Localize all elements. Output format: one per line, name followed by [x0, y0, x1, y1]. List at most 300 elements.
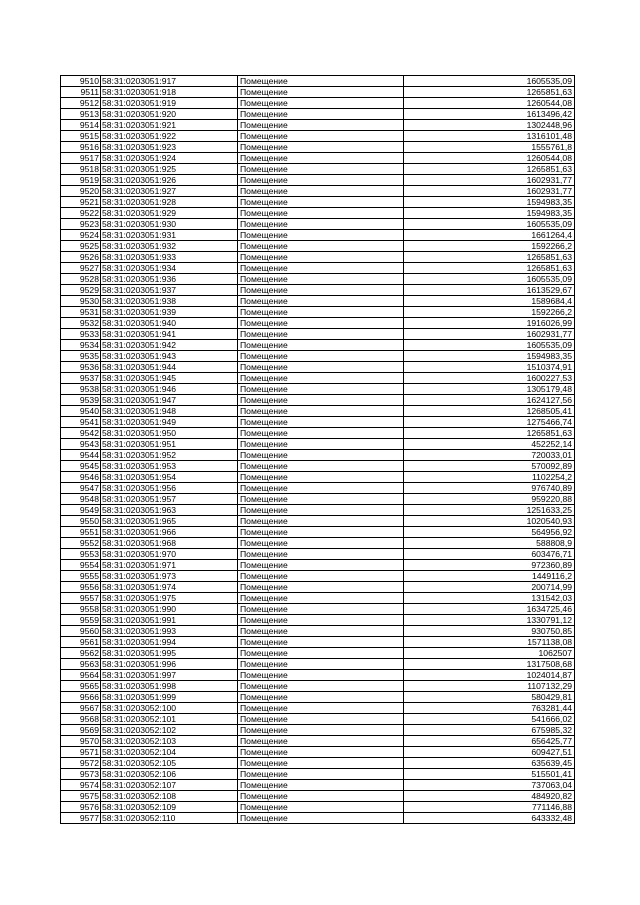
object-type-cell: Помещение [238, 153, 404, 164]
object-type-cell: Помещение [238, 450, 404, 461]
row-number-cell: 9522 [61, 208, 101, 219]
object-type-cell: Помещение [238, 395, 404, 406]
object-type-cell: Помещение [238, 648, 404, 659]
cadastral-value-cell: 1602931,77 [404, 175, 575, 186]
object-type-cell: Помещение [238, 296, 404, 307]
row-number-cell: 9512 [61, 98, 101, 109]
row-number-cell: 9534 [61, 340, 101, 351]
cadastral-number-cell: 58:31:0203051:968 [101, 538, 238, 549]
cadastral-value-cell: 1275466,74 [404, 417, 575, 428]
cadastral-value-cell: 484920,82 [404, 791, 575, 802]
object-type-cell: Помещение [238, 164, 404, 175]
cadastral-number-cell: 58:31:0203051:919 [101, 98, 238, 109]
cadastral-number-cell: 58:31:0203051:975 [101, 593, 238, 604]
cadastral-value-cell: 1661264,4 [404, 230, 575, 241]
cadastral-number-cell: 58:31:0203051:946 [101, 384, 238, 395]
table-row [61, 362, 575, 373]
cadastral-value-cell: 720033,01 [404, 450, 575, 461]
cadastral-number-cell: 58:31:0203051:963 [101, 505, 238, 516]
cadastral-value-cell: 1449116,2 [404, 571, 575, 582]
row-number-cell: 9544 [61, 450, 101, 461]
object-type-cell: Помещение [238, 263, 404, 274]
cadastral-number-cell: 58:31:0203051:947 [101, 395, 238, 406]
cadastral-number-cell: 58:31:0203051:970 [101, 549, 238, 560]
registry-table-body [61, 76, 575, 824]
row-number-cell: 9523 [61, 219, 101, 230]
cadastral-number-cell: 58:31:0203051:925 [101, 164, 238, 175]
cadastral-number-cell: 58:31:0203051:920 [101, 109, 238, 120]
object-type-cell: Помещение [238, 472, 404, 483]
cadastral-number-cell: 58:31:0203051:940 [101, 318, 238, 329]
object-type-cell: Помещение [238, 142, 404, 153]
table-row [61, 703, 575, 714]
row-number-cell: 9565 [61, 681, 101, 692]
table-row [61, 604, 575, 615]
cadastral-number-cell: 58:31:0203052:110 [101, 813, 238, 824]
cadastral-value-cell: 1305179,48 [404, 384, 575, 395]
registry-table [60, 75, 575, 824]
row-number-cell: 9573 [61, 769, 101, 780]
cadastral-number-cell: 58:31:0203052:107 [101, 780, 238, 791]
object-type-cell: Помещение [238, 626, 404, 637]
cadastral-number-cell: 58:31:0203051:931 [101, 230, 238, 241]
cadastral-value-cell: 131542,03 [404, 593, 575, 604]
object-type-cell: Помещение [238, 362, 404, 373]
table-row [61, 780, 575, 791]
row-number-cell: 9575 [61, 791, 101, 802]
object-type-cell: Помещение [238, 87, 404, 98]
table-row [61, 747, 575, 758]
cadastral-number-cell: 58:31:0203051:948 [101, 406, 238, 417]
table-row [61, 659, 575, 670]
cadastral-number-cell: 58:31:0203052:102 [101, 725, 238, 736]
cadastral-value-cell: 675985,32 [404, 725, 575, 736]
object-type-cell: Помещение [238, 604, 404, 615]
cadastral-value-cell: 1102254,2 [404, 472, 575, 483]
cadastral-value-cell: 515501,41 [404, 769, 575, 780]
row-number-cell: 9577 [61, 813, 101, 824]
cadastral-number-cell: 58:31:0203051:942 [101, 340, 238, 351]
cadastral-number-cell: 58:31:0203052:103 [101, 736, 238, 747]
cadastral-value-cell: 1592266,2 [404, 241, 575, 252]
cadastral-value-cell: 1613496,42 [404, 109, 575, 120]
cadastral-value-cell: 643332,48 [404, 813, 575, 824]
cadastral-value-cell: 1062507 [404, 648, 575, 659]
cadastral-value-cell: 1260544,08 [404, 153, 575, 164]
table-row [61, 98, 575, 109]
cadastral-number-cell: 58:31:0203051:995 [101, 648, 238, 659]
row-number-cell: 9533 [61, 329, 101, 340]
table-row [61, 527, 575, 538]
row-number-cell: 9520 [61, 186, 101, 197]
object-type-cell: Помещение [238, 219, 404, 230]
object-type-cell: Помещение [238, 340, 404, 351]
cadastral-value-cell: 635639,45 [404, 758, 575, 769]
table-row [61, 109, 575, 120]
cadastral-number-cell: 58:31:0203051:923 [101, 142, 238, 153]
row-number-cell: 9545 [61, 461, 101, 472]
cadastral-value-cell: 1251633,25 [404, 505, 575, 516]
cadastral-value-cell: 1916026,99 [404, 318, 575, 329]
row-number-cell: 9546 [61, 472, 101, 483]
object-type-cell: Помещение [238, 318, 404, 329]
cadastral-number-cell: 58:31:0203051:999 [101, 692, 238, 703]
table-row [61, 340, 575, 351]
cadastral-number-cell: 58:31:0203051:929 [101, 208, 238, 219]
table-row [61, 560, 575, 571]
table-row [61, 582, 575, 593]
cadastral-value-cell: 1602931,77 [404, 329, 575, 340]
object-type-cell: Помещение [238, 76, 404, 87]
object-type-cell: Помещение [238, 615, 404, 626]
table-row [61, 395, 575, 406]
row-number-cell: 9559 [61, 615, 101, 626]
object-type-cell: Помещение [238, 571, 404, 582]
object-type-cell: Помещение [238, 483, 404, 494]
cadastral-number-cell: 58:31:0203051:928 [101, 197, 238, 208]
table-row [61, 736, 575, 747]
object-type-cell: Помещение [238, 197, 404, 208]
cadastral-value-cell: 1613529,67 [404, 285, 575, 296]
row-number-cell: 9526 [61, 252, 101, 263]
cadastral-number-cell: 58:31:0203051:957 [101, 494, 238, 505]
table-row [61, 505, 575, 516]
cadastral-value-cell: 656425,77 [404, 736, 575, 747]
row-number-cell: 9552 [61, 538, 101, 549]
table-row [61, 241, 575, 252]
row-number-cell: 9528 [61, 274, 101, 285]
cadastral-number-cell: 58:31:0203051:973 [101, 571, 238, 582]
table-row [61, 120, 575, 131]
row-number-cell: 9571 [61, 747, 101, 758]
row-number-cell: 9547 [61, 483, 101, 494]
row-number-cell: 9538 [61, 384, 101, 395]
row-number-cell: 9542 [61, 428, 101, 439]
cadastral-value-cell: 1268505,41 [404, 406, 575, 417]
row-number-cell: 9514 [61, 120, 101, 131]
object-type-cell: Помещение [238, 98, 404, 109]
object-type-cell: Помещение [238, 505, 404, 516]
row-number-cell: 9549 [61, 505, 101, 516]
table-row [61, 406, 575, 417]
cadastral-value-cell: 1107132,29 [404, 681, 575, 692]
table-row [61, 263, 575, 274]
cadastral-value-cell: 1589684,4 [404, 296, 575, 307]
table-row [61, 769, 575, 780]
cadastral-number-cell: 58:31:0203051:950 [101, 428, 238, 439]
object-type-cell: Помещение [238, 329, 404, 340]
object-type-cell: Помещение [238, 659, 404, 670]
object-type-cell: Помещение [238, 307, 404, 318]
row-number-cell: 9536 [61, 362, 101, 373]
table-row [61, 758, 575, 769]
row-number-cell: 9561 [61, 637, 101, 648]
row-number-cell: 9535 [61, 351, 101, 362]
table-row [61, 450, 575, 461]
table-row [61, 439, 575, 450]
object-type-cell: Помещение [238, 637, 404, 648]
object-type-cell: Помещение [238, 241, 404, 252]
object-type-cell: Помещение [238, 780, 404, 791]
table-row [61, 417, 575, 428]
cadastral-value-cell: 771146,88 [404, 802, 575, 813]
row-number-cell: 9548 [61, 494, 101, 505]
table-row [61, 714, 575, 725]
object-type-cell: Помещение [238, 692, 404, 703]
object-type-cell: Помещение [238, 406, 404, 417]
object-type-cell: Помещение [238, 131, 404, 142]
table-row [61, 175, 575, 186]
object-type-cell: Помещение [238, 351, 404, 362]
row-number-cell: 9576 [61, 802, 101, 813]
object-type-cell: Помещение [238, 373, 404, 384]
cadastral-number-cell: 58:31:0203051:954 [101, 472, 238, 483]
cadastral-number-cell: 58:31:0203052:108 [101, 791, 238, 802]
row-number-cell: 9551 [61, 527, 101, 538]
table-row [61, 384, 575, 395]
table-row [61, 252, 575, 263]
table-row [61, 637, 575, 648]
object-type-cell: Помещение [238, 516, 404, 527]
table-row [61, 802, 575, 813]
object-type-cell: Помещение [238, 538, 404, 549]
object-type-cell: Помещение [238, 681, 404, 692]
cadastral-value-cell: 1260544,08 [404, 98, 575, 109]
table-row [61, 428, 575, 439]
cadastral-number-cell: 58:31:0203051:952 [101, 450, 238, 461]
table-row [61, 87, 575, 98]
table-row [61, 142, 575, 153]
object-type-cell: Помещение [238, 791, 404, 802]
cadastral-number-cell: 58:31:0203051:996 [101, 659, 238, 670]
cadastral-number-cell: 58:31:0203051:953 [101, 461, 238, 472]
cadastral-value-cell: 1316101,48 [404, 131, 575, 142]
row-number-cell: 9569 [61, 725, 101, 736]
cadastral-number-cell: 58:31:0203051:922 [101, 131, 238, 142]
cadastral-number-cell: 58:31:0203051:951 [101, 439, 238, 450]
cadastral-value-cell: 959220,88 [404, 494, 575, 505]
cadastral-value-cell: 580429,81 [404, 692, 575, 703]
row-number-cell: 9527 [61, 263, 101, 274]
row-number-cell: 9572 [61, 758, 101, 769]
object-type-cell: Помещение [238, 582, 404, 593]
table-row [61, 494, 575, 505]
table-row [61, 615, 575, 626]
object-type-cell: Помещение [238, 208, 404, 219]
cadastral-number-cell: 58:31:0203051:936 [101, 274, 238, 285]
table-row [61, 472, 575, 483]
cadastral-value-cell: 1265851,63 [404, 252, 575, 263]
row-number-cell: 9524 [61, 230, 101, 241]
row-number-cell: 9530 [61, 296, 101, 307]
table-row [61, 461, 575, 472]
object-type-cell: Помещение [238, 274, 404, 285]
cadastral-number-cell: 58:31:0203051:949 [101, 417, 238, 428]
table-row [61, 329, 575, 340]
object-type-cell: Помещение [238, 593, 404, 604]
row-number-cell: 9553 [61, 549, 101, 560]
row-number-cell: 9540 [61, 406, 101, 417]
object-type-cell: Помещение [238, 703, 404, 714]
row-number-cell: 9543 [61, 439, 101, 450]
object-type-cell: Помещение [238, 549, 404, 560]
row-number-cell: 9574 [61, 780, 101, 791]
cadastral-value-cell: 972360,89 [404, 560, 575, 571]
cadastral-value-cell: 1302448,96 [404, 120, 575, 131]
row-number-cell: 9529 [61, 285, 101, 296]
cadastral-number-cell: 58:31:0203051:994 [101, 637, 238, 648]
cadastral-value-cell: 1020540,93 [404, 516, 575, 527]
table-row [61, 483, 575, 494]
table-row [61, 813, 575, 824]
cadastral-number-cell: 58:31:0203051:941 [101, 329, 238, 340]
cadastral-value-cell: 1265851,63 [404, 428, 575, 439]
cadastral-value-cell: 1634725,46 [404, 604, 575, 615]
cadastral-value-cell: 763281,44 [404, 703, 575, 714]
table-row [61, 692, 575, 703]
row-number-cell: 9521 [61, 197, 101, 208]
cadastral-value-cell: 1265851,63 [404, 263, 575, 274]
table-row [61, 318, 575, 329]
table-row [61, 373, 575, 384]
table-row [61, 571, 575, 582]
table-row [61, 219, 575, 230]
row-number-cell: 9518 [61, 164, 101, 175]
table-row [61, 593, 575, 604]
row-number-cell: 9510 [61, 76, 101, 87]
cadastral-value-cell: 1024014,87 [404, 670, 575, 681]
cadastral-value-cell: 1555761,8 [404, 142, 575, 153]
row-number-cell: 9537 [61, 373, 101, 384]
cadastral-number-cell: 58:31:0203052:101 [101, 714, 238, 725]
object-type-cell: Помещение [238, 747, 404, 758]
table-row [61, 670, 575, 681]
cadastral-number-cell: 58:31:0203052:106 [101, 769, 238, 780]
object-type-cell: Помещение [238, 120, 404, 131]
table-row [61, 681, 575, 692]
cadastral-value-cell: 930750,85 [404, 626, 575, 637]
cadastral-number-cell: 58:31:0203051:993 [101, 626, 238, 637]
row-number-cell: 9525 [61, 241, 101, 252]
cadastral-number-cell: 58:31:0203051:918 [101, 87, 238, 98]
object-type-cell: Помещение [238, 527, 404, 538]
row-number-cell: 9532 [61, 318, 101, 329]
cadastral-value-cell: 1594983,35 [404, 208, 575, 219]
table-row [61, 285, 575, 296]
object-type-cell: Помещение [238, 417, 404, 428]
row-number-cell: 9554 [61, 560, 101, 571]
cadastral-value-cell: 570092,89 [404, 461, 575, 472]
cadastral-value-cell: 603476,71 [404, 549, 575, 560]
cadastral-number-cell: 58:31:0203051:926 [101, 175, 238, 186]
table-row [61, 208, 575, 219]
cadastral-number-cell: 58:31:0203051:930 [101, 219, 238, 230]
cadastral-value-cell: 1594983,35 [404, 197, 575, 208]
object-type-cell: Помещение [238, 725, 404, 736]
cadastral-number-cell: 58:31:0203051:974 [101, 582, 238, 593]
table-row [61, 725, 575, 736]
row-number-cell: 9519 [61, 175, 101, 186]
row-number-cell: 9531 [61, 307, 101, 318]
row-number-cell: 9550 [61, 516, 101, 527]
row-number-cell: 9539 [61, 395, 101, 406]
cadastral-number-cell: 58:31:0203051:997 [101, 670, 238, 681]
cadastral-number-cell: 58:31:0203051:917 [101, 76, 238, 87]
row-number-cell: 9560 [61, 626, 101, 637]
row-number-cell: 9562 [61, 648, 101, 659]
table-row [61, 648, 575, 659]
cadastral-value-cell: 1330791,12 [404, 615, 575, 626]
cadastral-number-cell: 58:31:0203051:944 [101, 362, 238, 373]
object-type-cell: Помещение [238, 736, 404, 747]
cadastral-value-cell: 1605535,09 [404, 274, 575, 285]
cadastral-number-cell: 58:31:0203051:971 [101, 560, 238, 571]
cadastral-value-cell: 976740,89 [404, 483, 575, 494]
cadastral-number-cell: 58:31:0203051:937 [101, 285, 238, 296]
object-type-cell: Помещение [238, 670, 404, 681]
object-type-cell: Помещение [238, 109, 404, 120]
table-row [61, 186, 575, 197]
object-type-cell: Помещение [238, 428, 404, 439]
cadastral-number-cell: 58:31:0203051:924 [101, 153, 238, 164]
row-number-cell: 9516 [61, 142, 101, 153]
table-row [61, 791, 575, 802]
row-number-cell: 9558 [61, 604, 101, 615]
object-type-cell: Помещение [238, 813, 404, 824]
cadastral-value-cell: 1265851,63 [404, 164, 575, 175]
cadastral-number-cell: 58:31:0203052:100 [101, 703, 238, 714]
table-row [61, 197, 575, 208]
row-number-cell: 9513 [61, 109, 101, 120]
table-row [61, 626, 575, 637]
table-row [61, 538, 575, 549]
cadastral-value-cell: 564956,92 [404, 527, 575, 538]
object-type-cell: Помещение [238, 285, 404, 296]
cadastral-number-cell: 58:31:0203051:965 [101, 516, 238, 527]
row-number-cell: 9556 [61, 582, 101, 593]
table-row [61, 153, 575, 164]
cadastral-value-cell: 1594983,35 [404, 351, 575, 362]
cadastral-value-cell: 200714,99 [404, 582, 575, 593]
object-type-cell: Помещение [238, 439, 404, 450]
cadastral-value-cell: 1571138,08 [404, 637, 575, 648]
cadastral-number-cell: 58:31:0203051:927 [101, 186, 238, 197]
table-row [61, 230, 575, 241]
object-type-cell: Помещение [238, 461, 404, 472]
table-row [61, 516, 575, 527]
cadastral-number-cell: 58:31:0203051:991 [101, 615, 238, 626]
table-row [61, 274, 575, 285]
object-type-cell: Помещение [238, 175, 404, 186]
row-number-cell: 9563 [61, 659, 101, 670]
cadastral-number-cell: 58:31:0203051:934 [101, 263, 238, 274]
table-row [61, 164, 575, 175]
table-row [61, 307, 575, 318]
object-type-cell: Помещение [238, 494, 404, 505]
cadastral-number-cell: 58:31:0203051:966 [101, 527, 238, 538]
cadastral-number-cell: 58:31:0203051:943 [101, 351, 238, 362]
row-number-cell: 9515 [61, 131, 101, 142]
row-number-cell: 9564 [61, 670, 101, 681]
cadastral-number-cell: 58:31:0203051:933 [101, 252, 238, 263]
object-type-cell: Помещение [238, 560, 404, 571]
object-type-cell: Помещение [238, 769, 404, 780]
object-type-cell: Помещение [238, 186, 404, 197]
table-row [61, 549, 575, 560]
cadastral-value-cell: 609427,51 [404, 747, 575, 758]
row-number-cell: 9541 [61, 417, 101, 428]
cadastral-value-cell: 1265851,63 [404, 87, 575, 98]
